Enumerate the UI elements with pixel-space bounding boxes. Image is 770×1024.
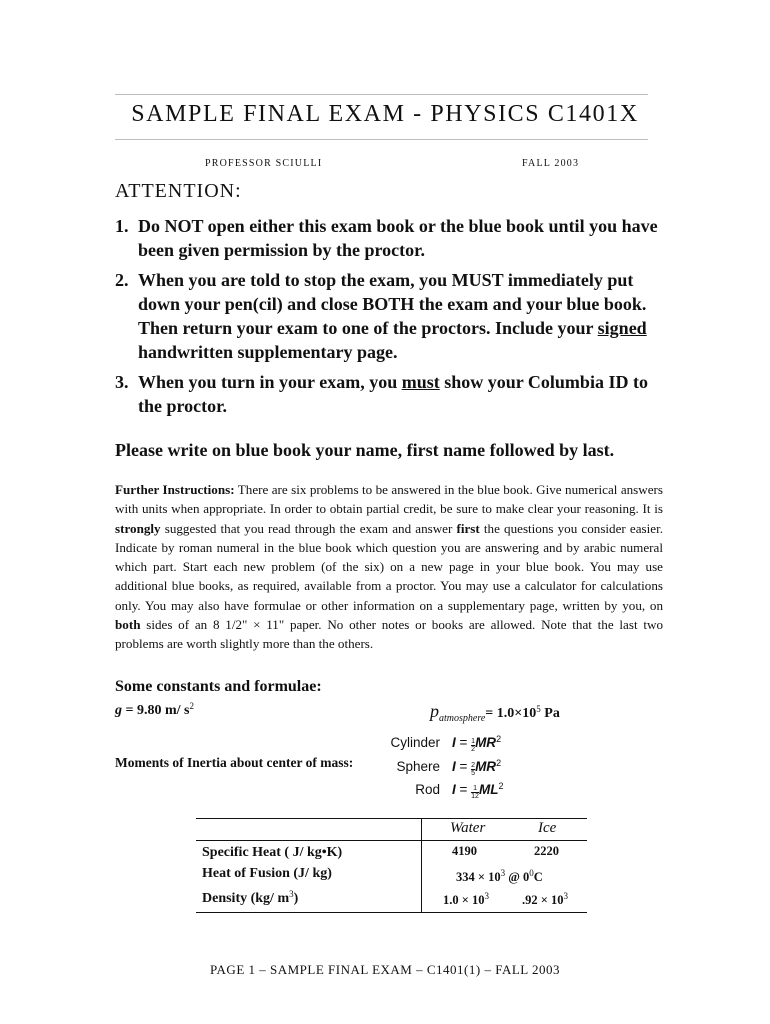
fraction-denominator: 5 (471, 770, 476, 777)
further-text: There are six problems to be answered in the blue book. Give numerical answers with units when appropriate. In order to obtain partial credit, be sure to make clear your reasoning. It is (115, 482, 663, 517)
instruction-item-3 (115, 370, 675, 418)
item-text-post: show your Columbia ID to the proctor. (138, 372, 648, 416)
row-label-heat-of-fusion: Heat of Fusion (J/ kg) (202, 866, 332, 881)
emphasis-both: both (115, 616, 141, 632)
column-header-ice: Ice (538, 820, 557, 836)
g-value: = 9.80 m/ s (122, 703, 190, 718)
fusion-unit: C (533, 870, 543, 884)
item-number: 2. (115, 270, 129, 290)
specific-heat-water: 4190 (452, 844, 477, 858)
fraction (471, 785, 479, 800)
instruction-item-2 (115, 268, 675, 364)
emphasis-first: first (456, 520, 480, 536)
professor-name: PROFESSOR SCIULLI (205, 158, 323, 169)
shape-name: Cylinder (390, 735, 440, 750)
fraction-numerator: 1 (473, 785, 477, 792)
further-instructions (115, 480, 663, 653)
table-bottom-rule (196, 912, 587, 913)
density-water-value: 1.0 × 10 (443, 893, 485, 907)
inertia-symbol: I (452, 735, 456, 750)
fraction-numerator: 2 (471, 762, 476, 769)
further-label: Further Instructions: (115, 482, 235, 497)
page-footer: PAGE 1 – SAMPLE FINAL EXAM – C1401(1) – FALL 2003 (210, 962, 560, 977)
density-water (443, 891, 489, 908)
column-header-water: Water (450, 820, 486, 836)
inertia-exponent: 2 (496, 758, 502, 768)
fraction-denominator: 12 (471, 793, 479, 800)
exam-term: FALL 2003 (522, 158, 580, 169)
p-subscript: atmosphere (439, 712, 486, 724)
density-label: Density (kg/ m (202, 891, 290, 906)
constants-heading: Some constants and formulae: (115, 678, 322, 695)
density-water-exponent: 3 (484, 891, 489, 901)
p-value: = 1.0×10 (485, 706, 537, 721)
instruction-item-1 (115, 214, 675, 262)
table-top-rule (196, 818, 587, 819)
density-ice-value: .92 × 10 (522, 893, 564, 907)
density-unit-exponent: 3 (289, 889, 294, 899)
item-text (115, 370, 675, 418)
item-number: 1. (115, 216, 129, 236)
top-rule (115, 94, 648, 95)
title-rule (115, 139, 648, 140)
heat-of-fusion-value (456, 868, 543, 885)
inertia-sphere: Sphere I = $\frac{2}{5}$ $MR^2$ (380, 758, 501, 777)
fusion-at: @ 0 (505, 870, 530, 884)
inertia-label: Moments of Inertia about center of mass: (115, 755, 354, 770)
inertia-rod: Rod I = $\frac{1}{12}$ $ML^2$ (380, 781, 503, 800)
item-text-post: handwritten supplementary page. (138, 342, 398, 362)
row-label-density (202, 889, 298, 907)
atmospheric-pressure (430, 701, 560, 724)
shape-name: Sphere (396, 759, 440, 774)
inertia-expression: MR (475, 735, 497, 750)
table-column-rule (421, 818, 422, 912)
inertia-cylinder: Cylinder I = $\frac{1}{2}$ $MR^2$ (380, 734, 501, 753)
g-exponent: 2 (189, 701, 194, 711)
name-instruction: Please write on blue book your name, first name followed by last. (115, 440, 615, 460)
inertia-exponent: 2 (496, 734, 502, 744)
further-text: the questions you consider easier. Indicate by roman numeral in the blue book which question you are answering and by arabic numeral which part. Start each new problem (of the six) on a new page in your blue book. You may use additional blue books, as required, available from a proctor. You may use a calculator for calculations only. You may also have formulae or other information on a supplementary page, written by you, on (115, 520, 663, 613)
p-symbol: p (430, 701, 439, 721)
further-text: sides of an 8 1/2" × 11" paper. No other notes or books are allowed. Note that the last two problems are worth slightly more than the others. (115, 616, 663, 651)
item-text: Do NOT open either this exam book or the blue book until you have been given permission by the proctor. (138, 216, 658, 260)
inertia-expression: MR (475, 759, 497, 774)
inertia-expression: ML (478, 782, 499, 797)
item-text-pre: When you are told to stop the exam, you MUST immediately put down your pen(cil) and close BOTH the exam and your blue book. Then return your exam to one of the proctors. Include your (138, 270, 647, 338)
density-ice-exponent: 3 (563, 891, 568, 901)
fusion-exponent: 3 (500, 868, 506, 878)
inertia-symbol: I (452, 782, 456, 797)
fusion-value: 334 × 10 (456, 870, 501, 884)
gravity-constant (115, 701, 194, 719)
item-text-pre: When you turn in your exam, you (138, 372, 402, 392)
table-header-rule (196, 840, 587, 841)
emphasis-strongly: strongly (115, 520, 161, 536)
degree-symbol: 0 (529, 868, 534, 878)
fraction-numerator: 1 (471, 738, 476, 745)
further-text: suggested that you read through the exam and answer (160, 520, 457, 536)
exam-title: SAMPLE FINAL EXAM - PHYSICS C1401X (131, 101, 639, 127)
p-exponent: 5 (536, 704, 541, 714)
attention-heading: ATTENTION: (115, 180, 242, 202)
specific-heat-ice: 2220 (534, 844, 559, 858)
p-unit: Pa (540, 706, 560, 721)
inertia-symbol: I (452, 759, 456, 774)
underlined-word: must (401, 372, 440, 392)
inertia-exponent: 2 (498, 781, 504, 791)
row-label-specific-heat: Specific Heat ( J/ kg•K) (202, 845, 343, 860)
item-text (115, 268, 675, 364)
density-label-close: ) (293, 891, 299, 906)
fraction-denominator: 2 (471, 746, 476, 753)
underlined-word: signed (597, 318, 647, 338)
shape-name: Rod (415, 782, 440, 797)
density-ice (522, 891, 568, 908)
g-symbol: g (115, 703, 122, 718)
item-number: 3. (115, 372, 129, 392)
